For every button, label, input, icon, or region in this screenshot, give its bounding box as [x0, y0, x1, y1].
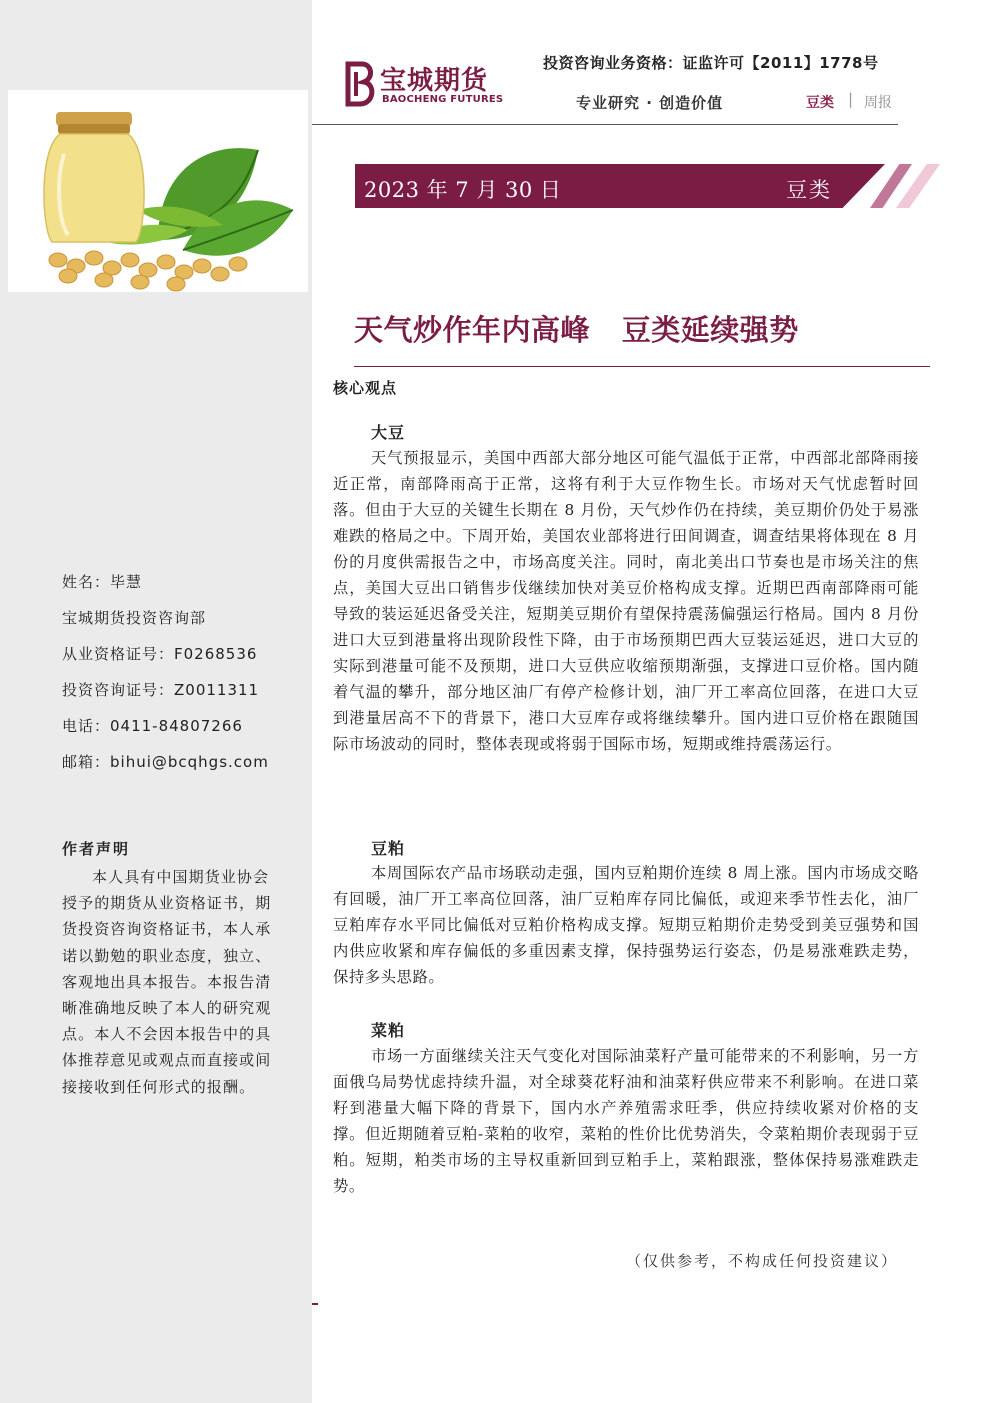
banner-category: 豆类	[786, 178, 832, 202]
report-date: 2023 年 7 月 30 日	[364, 178, 562, 202]
section-heading-soymeal: 豆粕	[371, 839, 406, 858]
disclaimer-title: 作者声明	[62, 840, 131, 858]
soybean-oil-illustration	[8, 90, 308, 292]
section-body-soybean: 天气预报显示，美国中西部大部分地区可能气温低于正常，中西部北部降雨接近正常，南部降雨高于正常，这将有利于大豆作物生长。市场对天气忧虑暂时回落。但由于大豆的关键生长期在 8 月份，天气炒作仍在持续，美豆期价仍处于易涨难跌的格局之中。下周开始，美国农业部将进行田间调查，调查结果将体现在 8 月份的月度供需报告之中，市场高度关注。同时，南北美出口节奏也是市场关注的焦点，美国大豆出口销售步伐继续加快对美豆价格构成支撑。近期巴西南部降雨可能导致的装运延迟备受关注，短期美豆期价有望保持震荡偏强运行格局。国内 8 月份进口大豆到港量将出现阶段性下降，由于市场预期巴西大豆装运延迟，进口大豆的实际到港量可能不及预期，进口大豆供应收缩预期渐强，支撑进口豆价格。国内随着气温的攀升，部分地区油厂有停产检修计划，油厂开工率高位回落，在进口大豆到港量居高不下的背景下，港口大豆库存或将继续攀升。国内进口豆价格在跟随国际市场波动的同时，整体表现或将弱于国际市场，短期或维持震荡运行。	[333, 449, 919, 753]
logo-text-cn: 宝城期货	[380, 66, 489, 96]
logo-text-en: BAOCHENG FUTURES	[382, 94, 504, 105]
report-type: 周报	[864, 95, 892, 111]
investment-disclaimer-note: （仅供参考，不构成任何投资建议）	[626, 1252, 899, 1270]
section-heading-rapeseed-meal: 菜粕	[371, 1021, 406, 1040]
author-department: 宝城期货投资咨询部	[62, 609, 207, 627]
author-qualification: 从业资格证号：F0268536	[62, 645, 258, 663]
hero-image	[8, 90, 308, 292]
category-separator: |	[848, 90, 854, 108]
title-divider	[354, 366, 930, 367]
footer-mark	[312, 1303, 318, 1305]
author-phone: 电话：0411-84807266	[62, 717, 243, 735]
report-title: 天气炒作年内高峰 豆类延续强势	[354, 313, 799, 347]
author-info	[62, 568, 302, 784]
section-body-rapeseed-meal: 市场一方面继续关注天气变化对国际油菜籽产量可能带来的不利影响，另一方面俄乌局势忧虑持续升温，对全球葵花籽油和油菜籽供应带来不利影响。在进口菜籽到港量大幅下降的背景下，国内水产养殖需求旺季，供应持续收紧对价格的支撑。但近期随着豆粕-菜粕的收窄，菜粕的性价比优势消失，令菜粕期价表现弱于豆粕。短期，粕类市场的主导权重新回到豆粕手上，菜粕跟涨，整体保持易涨难跌走势。	[333, 1047, 919, 1195]
core-viewpoint-label: 核心观点	[333, 379, 398, 397]
slogan: 专业研究 · 创造价值	[576, 94, 724, 112]
author-name: 姓名：毕慧	[62, 573, 143, 591]
logo-mark-icon	[342, 60, 378, 108]
company-logo	[342, 58, 512, 110]
author-consult-license: 投资咨询证号：Z0011311	[62, 681, 260, 699]
disclaimer-body: 本人具有中国期货业协会授予的期货从业资格证书，期货投资咨询资格证书，本人承诺以勤勉的职业态度，独立、客观地出具本报告。本报告清晰准确地反映了本人的研究观点。本人不会因本报告中的具体推荐意见或观点而直接或间接接收到任何形式的报酬。	[62, 868, 272, 1096]
license-info: 投资咨询业务资格：证监许可【2011】1778号	[543, 54, 879, 72]
section-body-soymeal: 本周国际农产品市场联动走强，国内豆粕期价连续 8 周上涨。国内市场成交略有回暖，油厂开工率高位回落，油厂豆粕库存同比偏低，或迎来季节性去化，油厂豆粕库存水平同比偏低对豆粕价格构成支撑。短期豆粕期价走势受到美豆强势和国内供应收紧和库存偏低的多重因素支撑，保持强势运行姿态，仍是易涨难跌走势，保持多头思路。	[333, 864, 919, 986]
header-divider	[312, 124, 898, 125]
section-heading-soybean: 大豆	[371, 423, 406, 442]
author-email[interactable]: 邮箱：bihui@bcqhgs.com	[62, 753, 269, 771]
category-tag: 豆类	[806, 95, 834, 111]
